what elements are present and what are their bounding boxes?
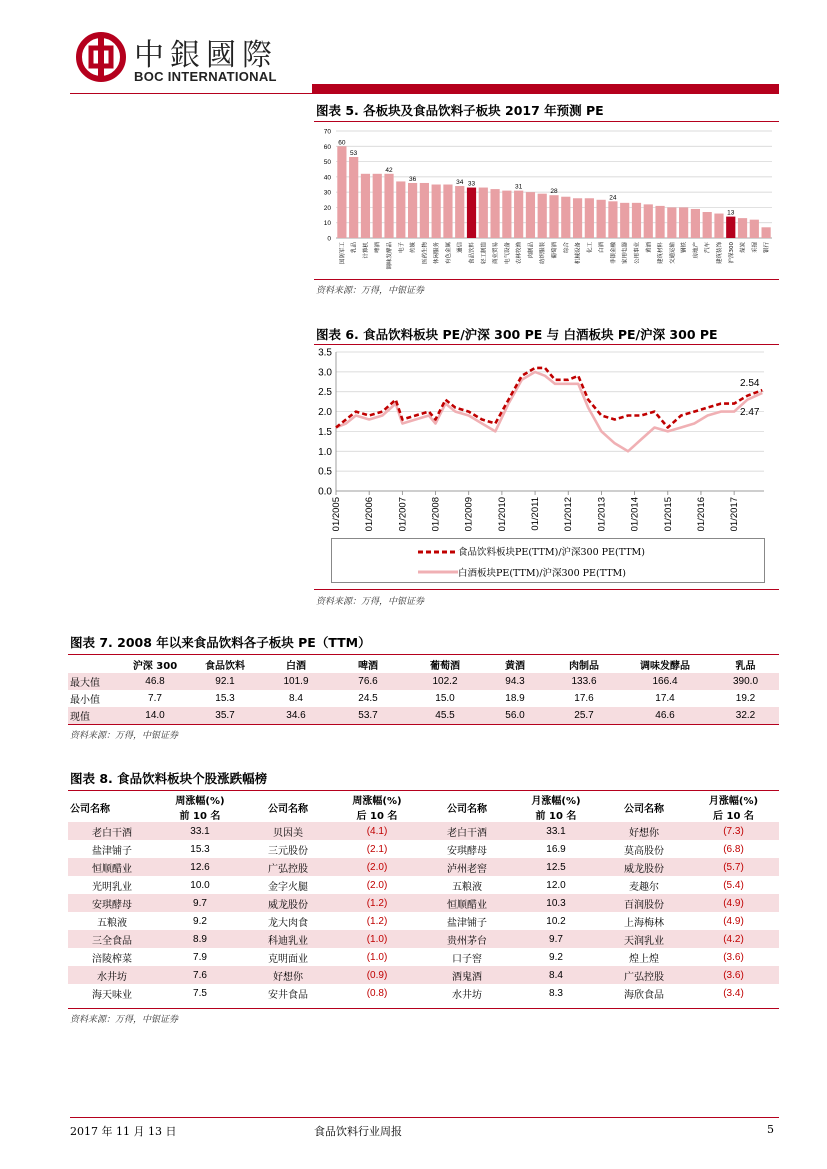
table-row bbox=[68, 984, 779, 1002]
table-cell: (2.1) bbox=[366, 843, 388, 855]
x-tick-label: 01/2006 bbox=[364, 497, 376, 532]
x-category-label: 调味发酵品 bbox=[387, 242, 394, 270]
logo-english: BOC INTERNATIONAL bbox=[134, 69, 277, 84]
table-cell: 32.2 bbox=[735, 710, 756, 721]
table-cell: 口子窖 bbox=[452, 953, 482, 965]
table-cell: 贵州茅台 bbox=[447, 935, 487, 947]
table-cell: 101.9 bbox=[283, 676, 309, 687]
table-cell: 煌上煌 bbox=[629, 953, 659, 965]
x-category-label: 机械设备 bbox=[575, 242, 582, 265]
fig8-bottom-rule bbox=[68, 1008, 779, 1009]
x-category-label: 葡萄酒 bbox=[552, 242, 558, 259]
bar bbox=[443, 185, 452, 239]
table-cell: 10.0 bbox=[190, 879, 210, 891]
table-row bbox=[68, 894, 779, 912]
table-cell: 33.1 bbox=[190, 825, 210, 837]
table-cell: 12.6 bbox=[190, 861, 210, 873]
x-category-label: 电子 bbox=[398, 242, 405, 254]
x-tick-label: 01/2014 bbox=[629, 497, 641, 532]
bar bbox=[703, 212, 712, 238]
y-tick-label: 1.0 bbox=[318, 446, 332, 458]
x-category-label: 计算机 bbox=[363, 242, 370, 259]
y-tick-label: 20 bbox=[323, 204, 331, 212]
table-cell: 92.1 bbox=[215, 676, 235, 687]
fig7-h4: 啤酒 bbox=[358, 661, 378, 672]
table-cell: 10.2 bbox=[546, 915, 566, 927]
table-cell: 17.4 bbox=[655, 693, 675, 704]
bar bbox=[726, 217, 735, 238]
table-cell: 威龙股份 bbox=[268, 899, 308, 911]
table-row bbox=[68, 690, 779, 707]
table-cell: 25.7 bbox=[574, 710, 594, 721]
bar bbox=[502, 191, 511, 238]
table-cell: 46.8 bbox=[145, 676, 165, 687]
table-cell: (4.2) bbox=[723, 933, 744, 945]
table-cell: 76.6 bbox=[358, 676, 378, 687]
x-category-label: 通信 bbox=[457, 242, 464, 254]
table-cell: 53.7 bbox=[358, 710, 378, 721]
x-category-label: 建筑材料 bbox=[658, 242, 665, 265]
y-tick-label: 3.0 bbox=[318, 367, 332, 379]
table-row bbox=[68, 858, 779, 876]
table-row bbox=[68, 707, 779, 724]
header-red-bar bbox=[312, 84, 779, 93]
table-cell: (0.9) bbox=[366, 969, 388, 981]
data-label: 34 bbox=[456, 179, 464, 187]
table-cell: 7.6 bbox=[193, 969, 207, 981]
x-category-label: 银行 bbox=[764, 242, 771, 254]
x-category-label: 综合 bbox=[563, 242, 570, 254]
table-cell: 五粮液 bbox=[97, 917, 127, 929]
bar bbox=[420, 183, 429, 238]
table-cell: 广弘控股 bbox=[624, 971, 664, 983]
data-label: 13 bbox=[727, 209, 735, 217]
bar bbox=[479, 188, 488, 238]
bar bbox=[408, 183, 417, 238]
footer-date: 2017 年 11 月 13 日 bbox=[70, 1125, 177, 1138]
fig7-row-label: 最小值 bbox=[70, 695, 100, 706]
data-label: 33 bbox=[467, 180, 476, 188]
x-category-label: 交通运输 bbox=[669, 242, 676, 265]
fig8-title-rule bbox=[68, 790, 779, 791]
table-cell: (4.9) bbox=[723, 897, 744, 909]
table-cell: 盐津铺子 bbox=[447, 917, 487, 929]
fig7-bottom-rule bbox=[68, 724, 779, 725]
y-tick-label: 2.5 bbox=[318, 387, 332, 399]
table-cell: 五粮液 bbox=[452, 881, 482, 893]
table-cell: 安井食品 bbox=[268, 989, 308, 1001]
fig6-legend bbox=[331, 538, 765, 583]
fig7-h9: 乳品 bbox=[735, 661, 756, 672]
table-cell: 涪陵榨菜 bbox=[92, 953, 132, 965]
table-cell: 7.9 bbox=[193, 951, 207, 963]
fig6-line-chart bbox=[314, 346, 779, 536]
x-category-label: 乳品 bbox=[351, 242, 358, 254]
table-cell: 7.5 bbox=[193, 987, 207, 999]
table-cell: 威龙股份 bbox=[624, 863, 664, 875]
table-cell: 9.2 bbox=[193, 915, 207, 927]
table-cell: 光明乳业 bbox=[92, 881, 132, 893]
table-cell: 安琪酵母 bbox=[447, 845, 487, 857]
footer-line bbox=[70, 1117, 779, 1118]
fig7-h0 bbox=[68, 656, 126, 673]
bar bbox=[573, 198, 582, 238]
table-cell: 56.0 bbox=[505, 710, 525, 721]
table-cell: (2.0) bbox=[366, 879, 388, 891]
legend-dashed-line-icon bbox=[418, 549, 458, 555]
fig7-h2: 食品饮料 bbox=[205, 661, 245, 672]
table-cell: 三元股份 bbox=[268, 845, 308, 857]
table-cell: 15.3 bbox=[190, 843, 210, 855]
y-tick-label: 1.5 bbox=[318, 426, 332, 438]
bar bbox=[762, 227, 771, 238]
fig8-h-name-3: 公司名称 bbox=[447, 803, 487, 815]
fig7-h6: 黄酒 bbox=[505, 661, 525, 672]
table-cell: 34.6 bbox=[286, 710, 306, 721]
x-tick-label: 01/2015 bbox=[662, 497, 674, 532]
table-row bbox=[68, 876, 779, 894]
table-cell: (0.8) bbox=[366, 987, 388, 999]
fig5-title-rule bbox=[314, 121, 779, 122]
table-cell: 17.6 bbox=[574, 693, 594, 704]
fig8-h-name-4: 公司名称 bbox=[624, 803, 664, 815]
x-tick-label: 01/2012 bbox=[563, 497, 575, 532]
bar bbox=[714, 214, 723, 238]
x-tick-label: 01/2013 bbox=[596, 497, 608, 532]
table-cell: 9.7 bbox=[549, 933, 563, 945]
bar bbox=[373, 174, 382, 238]
y-tick-label: 2.0 bbox=[318, 407, 332, 419]
fig7-title: 图表 7. 2008 年以来食品饮料各子板块 PE（TTM） bbox=[70, 635, 371, 650]
fig6-legend-1: 食品饮料板块PE(TTM)/沪深300 PE(TTM) bbox=[458, 547, 645, 558]
bar bbox=[467, 188, 476, 238]
table-cell: 百润股份 bbox=[624, 899, 664, 911]
table-row bbox=[68, 930, 779, 948]
bar bbox=[561, 197, 570, 238]
table-cell: 8.4 bbox=[289, 693, 303, 704]
x-category-label: 钢铁 bbox=[681, 242, 688, 254]
table-cell: 102.2 bbox=[432, 676, 458, 687]
table-cell: 7.7 bbox=[148, 693, 162, 704]
fig8-header-row-1 bbox=[68, 792, 779, 807]
bar bbox=[585, 198, 594, 238]
table-cell: 恒顺醋业 bbox=[447, 899, 487, 911]
table-cell: 12.0 bbox=[546, 879, 566, 891]
x-category-label: 有色金属 bbox=[445, 242, 452, 265]
header-line bbox=[70, 93, 779, 94]
table-cell: (6.8) bbox=[723, 843, 744, 855]
fig7-h5: 葡萄酒 bbox=[430, 661, 460, 672]
bar bbox=[549, 195, 558, 238]
bar bbox=[620, 203, 629, 238]
fig8-h-bottom10-1: 后 10 名 bbox=[356, 811, 398, 822]
table-cell: 天润乳业 bbox=[624, 935, 664, 947]
fig8-h-name-1: 公司名称 bbox=[70, 803, 110, 815]
fig5-bar-chart bbox=[314, 124, 779, 274]
table-cell: 133.6 bbox=[571, 676, 597, 687]
x-category-label: 医药生物 bbox=[422, 242, 429, 265]
table-cell: 酒鬼酒 bbox=[452, 971, 482, 983]
table-cell: 老白干酒 bbox=[92, 827, 132, 839]
table-cell: 贝因美 bbox=[273, 827, 303, 839]
x-category-label: 公用事业 bbox=[634, 242, 641, 265]
table-cell: (1.0) bbox=[366, 951, 388, 963]
bar bbox=[597, 200, 606, 238]
bar bbox=[455, 186, 464, 238]
data-label: 60 bbox=[338, 139, 346, 147]
table-cell: 14.0 bbox=[145, 710, 165, 721]
table-cell: 恒顺醋业 bbox=[92, 863, 132, 875]
x-category-label: 家用电器 bbox=[622, 242, 629, 265]
table-cell: 15.0 bbox=[435, 693, 455, 704]
x-tick-label: 01/2011 bbox=[530, 497, 542, 531]
bar bbox=[396, 181, 405, 238]
table-cell: 9.7 bbox=[193, 897, 207, 909]
table-cell: (1.2) bbox=[366, 897, 388, 909]
table-cell: 海欣食品 bbox=[624, 989, 664, 1001]
table-cell: (3.4) bbox=[723, 987, 744, 999]
table-cell: 46.6 bbox=[655, 710, 675, 721]
fig7-title-rule bbox=[68, 654, 779, 655]
fig7-h7: 肉制品 bbox=[569, 661, 599, 672]
table-cell: (1.0) bbox=[366, 933, 388, 945]
table-cell: 安琪酵母 bbox=[92, 899, 132, 911]
x-tick-label: 01/2007 bbox=[397, 497, 409, 532]
x-category-label: 化工 bbox=[587, 242, 594, 254]
legend-solid-line-icon bbox=[418, 569, 458, 575]
fig7-h8: 调味发酵品 bbox=[640, 661, 690, 672]
table-cell: 海天味业 bbox=[92, 989, 132, 1001]
fig8-h-top10-2: 前 10 名 bbox=[535, 811, 577, 822]
table-row bbox=[68, 966, 779, 984]
table-row bbox=[68, 840, 779, 858]
table-cell: 科迪乳业 bbox=[268, 935, 308, 947]
table-cell: 45.5 bbox=[435, 710, 455, 721]
x-category-label: 食品饮料 bbox=[469, 242, 476, 265]
table-cell: 好想你 bbox=[629, 827, 659, 839]
fig6-legend-2: 白酒板块PE(TTM)/沪深300 PE(TTM) bbox=[458, 568, 626, 579]
bar bbox=[514, 191, 523, 238]
table-cell: 水井坊 bbox=[97, 971, 127, 983]
table-cell: 龙大肉食 bbox=[268, 917, 308, 929]
table-cell: 10.3 bbox=[546, 897, 566, 909]
fig8-source: 资料来源：万得，中银证券 bbox=[70, 1015, 179, 1025]
data-label: 42 bbox=[385, 166, 393, 174]
bar bbox=[432, 185, 441, 239]
fig6-bottom-rule bbox=[314, 589, 779, 590]
bar bbox=[655, 206, 664, 238]
fig8-h-bottom10-2: 后 10 名 bbox=[713, 811, 754, 822]
x-category-label: 采掘 bbox=[752, 242, 759, 254]
bar bbox=[691, 209, 700, 238]
fig8-title: 图表 8. 食品饮料板块个股涨跌幅榜 bbox=[70, 771, 268, 786]
fig8-h-month-2: 月涨幅(%) bbox=[708, 796, 759, 807]
bar bbox=[349, 157, 358, 238]
bar bbox=[384, 174, 393, 238]
fig7-table bbox=[68, 656, 779, 724]
x-category-label: 建筑装饰 bbox=[716, 242, 723, 265]
bar bbox=[644, 204, 653, 238]
x-category-label: 纺织服装 bbox=[540, 242, 547, 265]
table-cell: 克明面业 bbox=[268, 953, 308, 965]
boc-logo-icon bbox=[76, 32, 126, 82]
x-tick-label: 01/2005 bbox=[331, 497, 342, 532]
x-category-label: 沪深300 bbox=[728, 242, 735, 264]
fig8-table bbox=[68, 792, 779, 1002]
data-label: 24 bbox=[609, 194, 617, 202]
end-label-food: 2.54 bbox=[740, 378, 760, 390]
bar bbox=[361, 174, 370, 238]
table-cell: 16.9 bbox=[546, 843, 566, 855]
table-cell: 好想你 bbox=[273, 971, 303, 983]
fig8-h-month-1: 月涨幅(%) bbox=[531, 796, 581, 807]
table-cell: 麦趣尔 bbox=[629, 881, 659, 893]
fig6-source: 资料来源：万得，中银证券 bbox=[316, 597, 425, 607]
table-cell: 19.2 bbox=[735, 693, 756, 704]
table-cell: 33.1 bbox=[546, 825, 566, 837]
table-cell: 18.9 bbox=[505, 693, 525, 704]
end-label-baijiu: 2.47 bbox=[740, 406, 760, 418]
x-category-label: 房地产 bbox=[693, 242, 700, 259]
x-category-label: 国防军工 bbox=[339, 242, 346, 265]
table-cell: 上海梅林 bbox=[624, 917, 664, 929]
bar bbox=[632, 203, 641, 238]
bar bbox=[667, 207, 676, 238]
table-row bbox=[68, 912, 779, 930]
table-cell: 15.3 bbox=[215, 693, 235, 704]
x-category-label: 电气设备 bbox=[504, 242, 511, 265]
table-cell: 94.3 bbox=[505, 676, 525, 687]
bar bbox=[490, 189, 499, 238]
page-number: 5 bbox=[767, 1123, 774, 1136]
y-tick-label: 60 bbox=[323, 143, 331, 151]
y-tick-label: 30 bbox=[323, 189, 331, 197]
data-label: 36 bbox=[408, 175, 417, 183]
table-cell: (4.1) bbox=[366, 825, 388, 837]
bar bbox=[750, 220, 759, 238]
fig8-h-week-1: 周涨幅(%) bbox=[175, 796, 225, 807]
fig7-source: 资料来源：万得，中银证券 bbox=[70, 731, 179, 741]
fig5-title: 图表 5. 各板块及食品饮料子板块 2017 年预测 PE bbox=[316, 103, 604, 118]
bar bbox=[738, 218, 747, 238]
table-cell: (4.9) bbox=[723, 915, 744, 927]
x-category-label: 农林牧渔 bbox=[516, 242, 523, 265]
fig5-bottom-rule bbox=[314, 279, 779, 280]
fig8-h-week-2: 周涨幅(%) bbox=[352, 796, 402, 807]
data-label: 28 bbox=[550, 188, 558, 196]
y-tick-label: 3.5 bbox=[318, 347, 332, 359]
table-cell: 390.0 bbox=[732, 676, 759, 687]
table-cell: (1.2) bbox=[366, 915, 388, 927]
x-tick-label: 01/2008 bbox=[430, 497, 442, 532]
table-cell: 三全食品 bbox=[92, 935, 132, 947]
y-tick-label: 40 bbox=[323, 174, 331, 182]
table-cell: 莫高股份 bbox=[624, 845, 664, 857]
table-row bbox=[68, 948, 779, 966]
fig7-h1: 沪深 300 bbox=[132, 661, 178, 672]
x-tick-label: 01/2010 bbox=[496, 497, 508, 532]
table-row bbox=[68, 673, 779, 690]
table-cell: 老白干酒 bbox=[447, 827, 487, 839]
y-tick-label: 0.5 bbox=[318, 466, 332, 478]
table-cell: 9.2 bbox=[549, 951, 563, 963]
bar bbox=[526, 192, 535, 238]
fig8-h-top10-1: 前 10 名 bbox=[179, 811, 221, 822]
data-label: 53 bbox=[350, 149, 358, 157]
bar bbox=[608, 201, 617, 238]
table-cell: 12.5 bbox=[546, 861, 566, 873]
x-tick-label: 01/2009 bbox=[463, 497, 475, 532]
logo-chinese: 中銀國際 bbox=[134, 38, 278, 73]
table-cell: 35.7 bbox=[215, 710, 235, 721]
table-cell: 水井坊 bbox=[452, 989, 482, 1001]
y-tick-label: 0.0 bbox=[318, 486, 332, 498]
fig7-row-label: 现值 bbox=[70, 712, 90, 723]
table-cell: (5.4) bbox=[723, 879, 744, 891]
x-category-label: 黄酒 bbox=[646, 242, 653, 254]
footer-report-name: 食品饮料行业周报 bbox=[314, 1125, 402, 1138]
table-cell: 盐津铺子 bbox=[92, 845, 132, 857]
x-category-label: 传媒 bbox=[410, 242, 417, 254]
table-cell: 24.5 bbox=[358, 693, 378, 704]
x-category-label: 非银金融 bbox=[610, 242, 617, 265]
table-cell: (3.6) bbox=[723, 969, 744, 981]
fig6-title: 图表 6. 食品饮料板块 PE/沪深 300 PE 与 白酒板块 PE/沪深 300 PE bbox=[316, 327, 718, 342]
fig7-h3: 白酒 bbox=[286, 661, 306, 672]
y-tick-label: 50 bbox=[323, 159, 331, 167]
bar bbox=[679, 207, 688, 238]
x-category-label: 煤炭 bbox=[740, 242, 747, 254]
y-tick-label: 70 bbox=[323, 128, 331, 136]
table-cell: (7.3) bbox=[723, 825, 744, 837]
x-category-label: 肉制品 bbox=[528, 242, 535, 259]
fig7-header-row bbox=[68, 656, 779, 673]
x-tick-label: 01/2016 bbox=[695, 497, 707, 532]
bar bbox=[337, 146, 346, 238]
fig6-title-rule bbox=[314, 344, 779, 345]
x-category-label: 白酒 bbox=[599, 242, 606, 254]
table-cell: 166.4 bbox=[652, 676, 678, 687]
data-label: 31 bbox=[515, 183, 523, 191]
fig7-row-label: 最大值 bbox=[70, 678, 100, 689]
x-tick-label: 01/2017 bbox=[729, 497, 741, 532]
table-cell: 泸州老窖 bbox=[447, 863, 487, 875]
table-cell: 8.3 bbox=[549, 987, 563, 999]
y-tick-label: 0 bbox=[327, 235, 331, 243]
table-cell: 广弘控股 bbox=[268, 863, 308, 875]
table-cell: 8.9 bbox=[193, 933, 207, 945]
y-tick-label: 10 bbox=[323, 220, 331, 228]
x-category-label: 轻工制造 bbox=[481, 242, 488, 265]
table-cell: (5.7) bbox=[723, 861, 744, 873]
x-category-label: 汽车 bbox=[705, 242, 712, 254]
fig5-source: 资料来源：万得，中银证券 bbox=[316, 286, 425, 296]
x-category-label: 休闲服务 bbox=[434, 242, 441, 265]
table-cell: (2.0) bbox=[366, 861, 388, 873]
table-row bbox=[68, 822, 779, 840]
table-cell: 金字火腿 bbox=[268, 881, 308, 893]
x-category-label: 啤酒 bbox=[375, 242, 382, 254]
fig8-h-name-2: 公司名称 bbox=[268, 803, 308, 815]
x-category-label: 商业贸易 bbox=[493, 242, 500, 265]
table-cell: (3.6) bbox=[723, 951, 744, 963]
bar bbox=[538, 194, 547, 238]
table-cell: 8.4 bbox=[549, 969, 563, 981]
